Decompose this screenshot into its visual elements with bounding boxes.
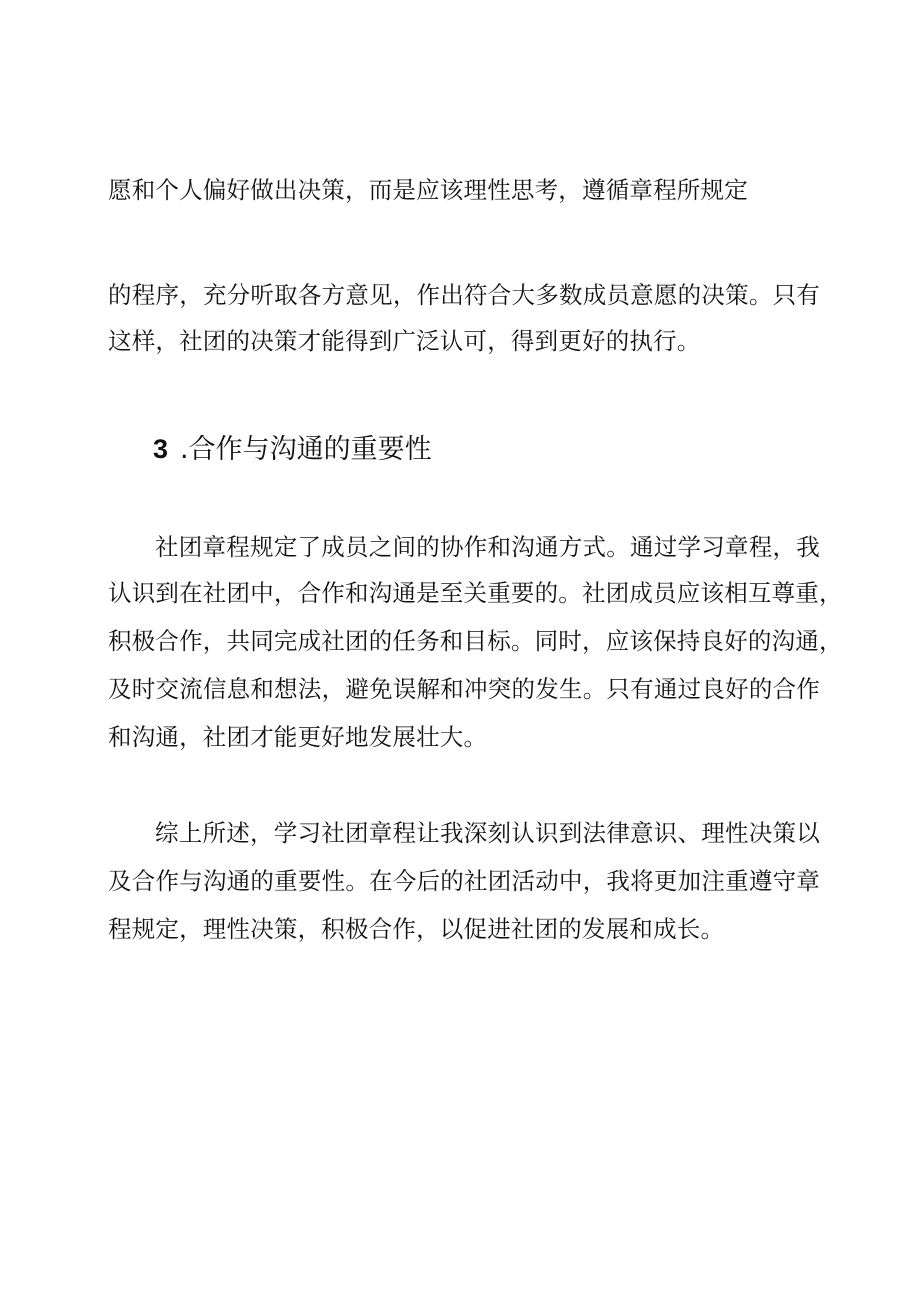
section-heading — [153, 432, 432, 467]
section-title: .合作与沟通的重要性 — [180, 434, 432, 465]
paragraph-line: 程规定，理性决策，积极合作，以促进社团的发展和成长。 — [108, 915, 725, 943]
paragraph-line: 愿和个人偏好做出决策，而是应该理性思考，遵循章程所规定 — [108, 176, 748, 204]
section-number: 3 — [153, 434, 169, 464]
paragraph-line: 综上所述，学习社团章程让我深刻认识到法律意识、理性决策以 — [155, 819, 820, 847]
paragraph-line: 及时交流信息和想法，避免误解和冲突的发生。只有通过良好的合作 — [108, 675, 820, 703]
paragraph-line: 积极合作，共同完成社团的任务和目标。同时，应该保持良好的沟通， — [108, 627, 843, 655]
paragraph-line: 和沟通，社团才能更好地发展壮大。 — [108, 723, 488, 751]
paragraph-line: 的程序，充分听取各方意见，作出符合大多数成员意愿的决策。只有 — [108, 281, 820, 309]
paragraph-line: 认识到在社团中，合作和沟通是至关重要的。社团成员应该相互尊重， — [108, 579, 843, 607]
paragraph-line: 社团章程规定了成员之间的协作和沟通方式。通过学习章程，我 — [155, 533, 820, 561]
paragraph-line: 这样，社团的决策才能得到广泛认可，得到更好的执行。 — [108, 327, 701, 355]
paragraph-line: 及合作与沟通的重要性。在今后的社团活动中，我将更加注重遵守章 — [108, 867, 820, 895]
